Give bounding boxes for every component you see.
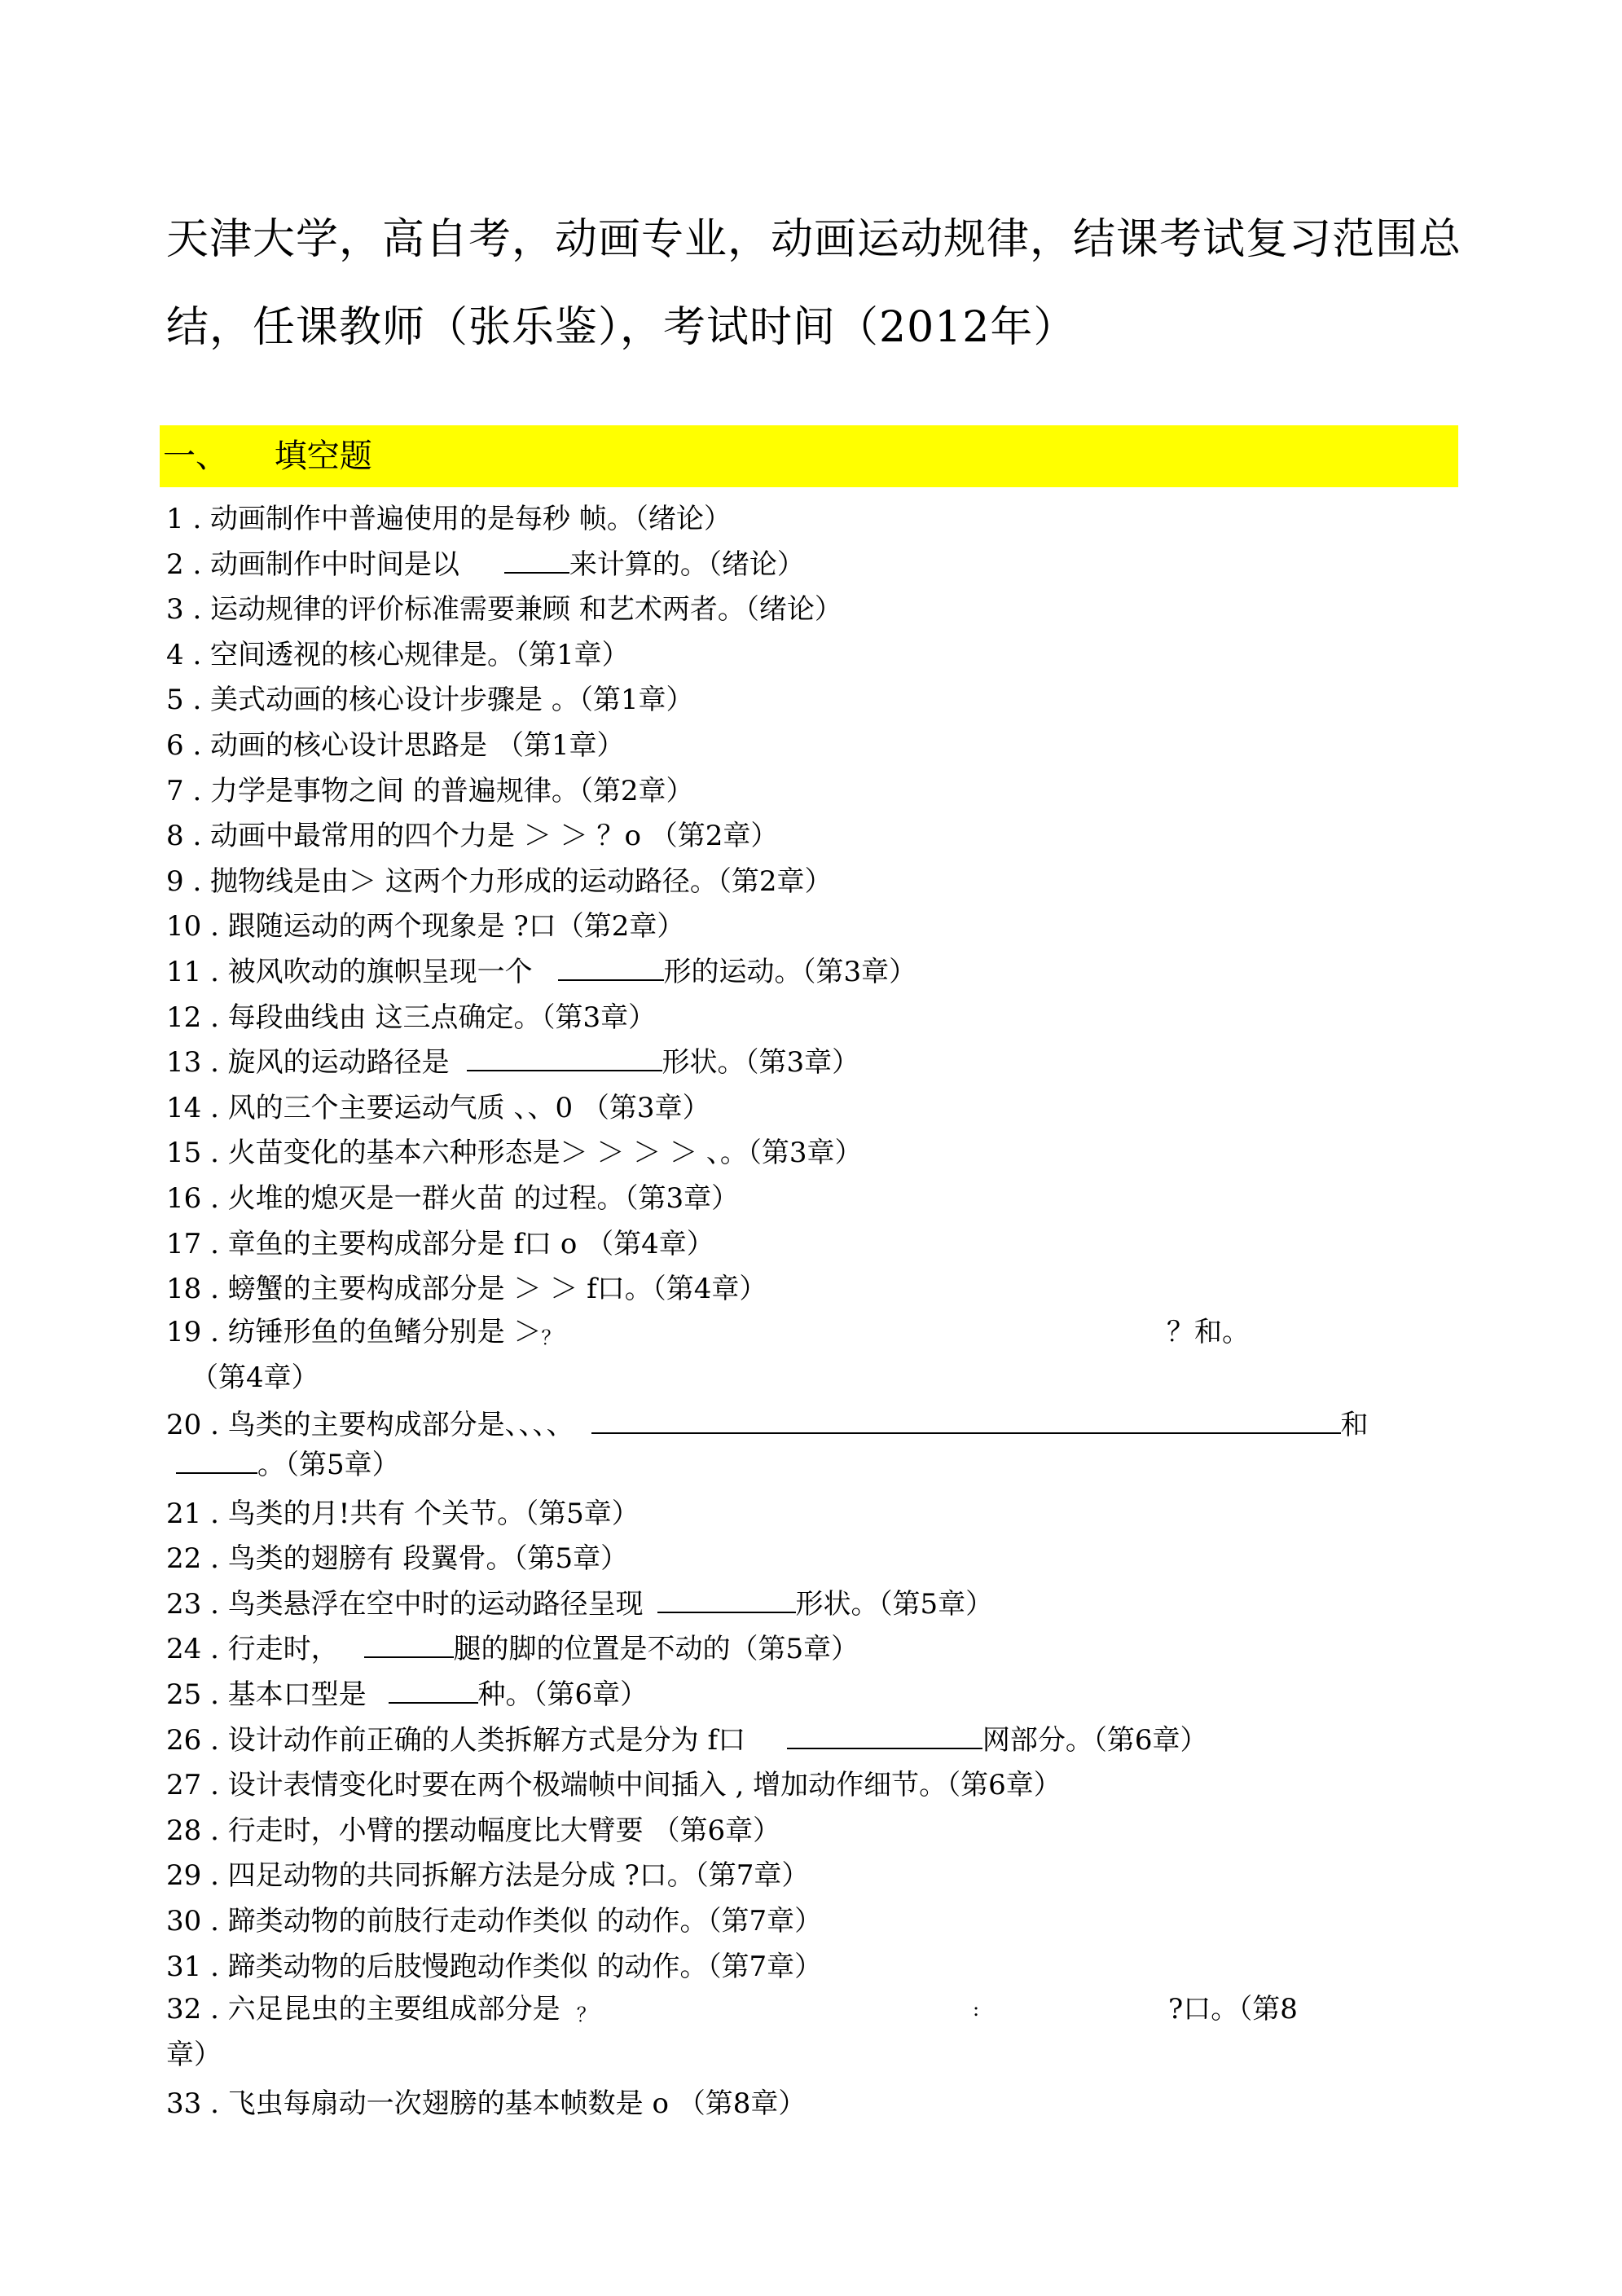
list-item: 19 . 纺锤形鱼的鱼鳍分别是 ＞？ ？和。 （第4章） (166, 1315, 1250, 1394)
list-item: 27 . 设计表情变化时要在两个极端帧中间插入 , 增加动作细节。（第6章） (166, 1769, 1062, 1802)
answer-blank (176, 1445, 257, 1474)
answer-blank (504, 544, 569, 574)
answer-blank (558, 952, 664, 981)
list-item: 8 . 动画中最常用的四个力是 ＞ ＞ ？o （第2章） (166, 820, 779, 853)
list-item: 11 . 被风吹动的旗帜呈现一个 形的运动。（第3章） (166, 950, 1462, 996)
list-item: 9 . 抛物线是由＞ 这两个力形成的运动路径。（第2章） (166, 864, 833, 898)
list-item: 20 . 鸟类的主要构成部分是、、、、 和 。（第5章） (166, 1405, 1462, 1485)
list-item: 33 . 飞虫每扇动一次翅膀的基本帧数是 o （第8章） (166, 2087, 807, 2121)
list-item: 3 . 运动规律的评价标准需要兼顾 和艺术两者。（绪论） (166, 593, 842, 627)
section-heading (163, 425, 372, 487)
list-item: 22 . 鸟类的翅膀有 段翼骨。（第5章） (166, 1542, 629, 1576)
list-item: 13 . 旋风的运动路径是 形状。（第3章） (166, 1040, 1462, 1086)
list-item: 4 . 空间透视的核心规律是。（第1章） (166, 638, 630, 671)
list-item: 5 . 美式动画的核心设计步骤是 。（第1章） (166, 684, 694, 717)
list-item: 24 . 行走时， 腿的脚的位置是不动的（第5章） (166, 1627, 1462, 1673)
document-title: 天津大学，高自考，动画专业，动画运动规律，结课考试复习范围总结，任课教师（张乐鉴），考试时间（2012年） (166, 215, 1462, 352)
list-item: 32 . 六足昆虫的主要组成部分是 ？ : ?口。（第8 章） (166, 1993, 1298, 2072)
list-item: 29 . 四足动物的共同拆解方法是分成 ?口。（第7章） (166, 1859, 810, 1893)
list-item: 31 . 蹄类动物的后肢慢跑动作类似 的动作。（第7章） (166, 1950, 823, 1983)
answer-blank (389, 1674, 478, 1704)
list-item: 1 . 动画制作中普遍使用的是每秒 帧。（绪论） (166, 503, 732, 535)
answer-blank (657, 1584, 796, 1613)
list-item: 30 . 蹄类动物的前肢行走动作类似 的动作。（第7章） (166, 1905, 823, 1938)
answer-blank (467, 1042, 662, 1071)
list-item: 10 . 跟随运动的两个现象是 ?口（第2章） (166, 910, 685, 943)
list-item: 26 . 设计动作前正确的人类拆解方式是分为 f口 网部分。（第6章） (166, 1718, 1462, 1764)
list-item: 25 . 基本口型是 种。（第6章） (166, 1673, 1462, 1718)
list-item: 2 . 动画制作中时间是以 来计算的。（绪论） (166, 543, 1462, 588)
answer-blank (787, 1720, 982, 1749)
answer-blank (591, 1405, 1341, 1434)
list-item: 12 . 每段曲线由 这三点确定。（第3章） (166, 1001, 657, 1034)
section-number: 一、 (163, 438, 228, 475)
list-item: 7 . 力学是事物之间 的普遍规律。（第2章） (166, 774, 694, 807)
section-label: 填空题 (274, 438, 372, 475)
list-item: 6 . 动画的核心设计思路是 （第1章） (166, 728, 625, 762)
list-item: 28 . 行走时，小臂的摆动幅度比大臂要 （第6章） (166, 1814, 781, 1847)
list-item: 15 . 火苗变化的基本六种形态是＞ ＞ ＞ ＞ 、。（第3章） (166, 1137, 863, 1170)
answer-blank (364, 1629, 454, 1658)
list-item: 21 . 鸟类的月!共有 个关节。（第5章） (166, 1497, 640, 1530)
list-item: 14 . 风的三个主要运动气质 、、0 （第3章） (166, 1091, 710, 1124)
question-list (166, 497, 1462, 2127)
list-item: 16 . 火堆的熄灭是一群火苗 的过程。（第3章） (166, 1181, 740, 1215)
list-item: 18 . 螃蟹的主要构成部分是 ＞ ＞ f口。（第4章） (166, 1273, 767, 1306)
list-item: 17 . 章鱼的主要构成部分是 f口 o （第4章） (166, 1227, 714, 1260)
list-item: 23 . 鸟类悬浮在空中时的运动路径呈现 形状。（第5章） (166, 1582, 1462, 1628)
